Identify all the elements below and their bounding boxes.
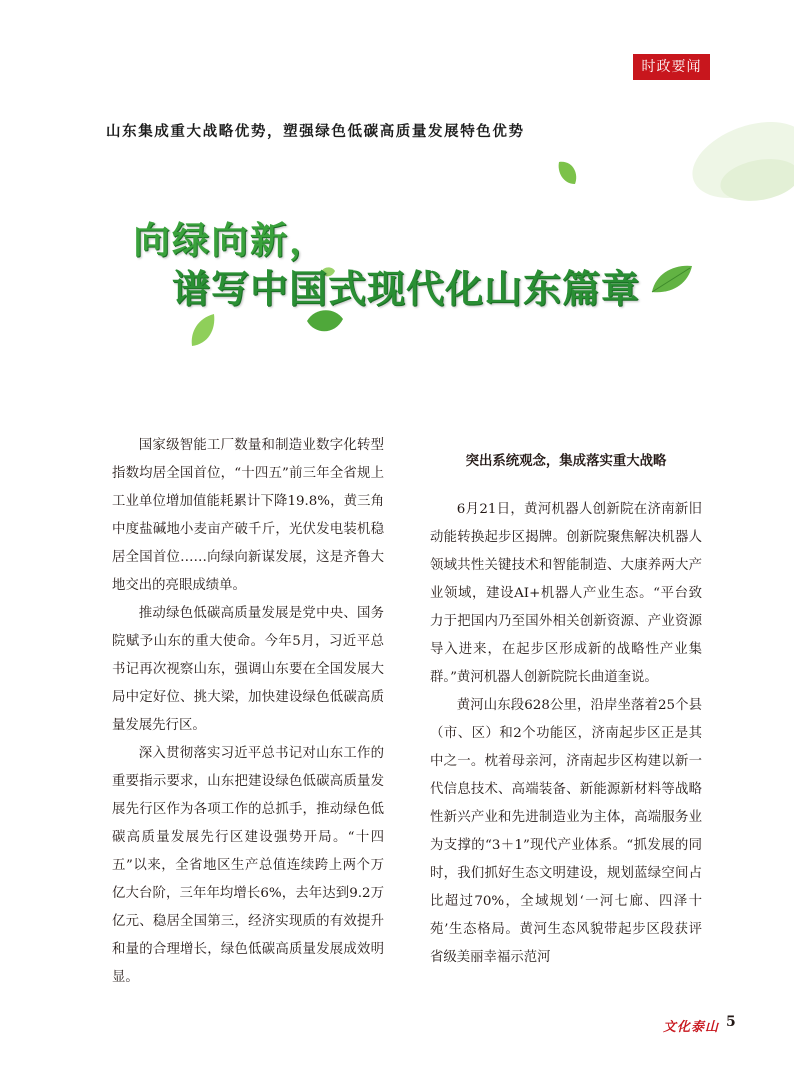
title-line-2: 谱写中国式现代化山东篇章 — [172, 267, 641, 311]
paragraph: 推动绿色低碳高质量发展是党中央、国务院赋予山东的重大使命。今年5月，习近平总书记再次视察山东，强调山东要在全国发展大局中定好位、挑大梁，加快建设绿色低碳高质量发展先行区。 — [112, 606, 384, 733]
page-number: 5 — [726, 1014, 736, 1030]
paragraph: 国家级智能工厂数量和制造业数字化转型指数均居全国首位，“十四五”前三年全省规上工业单位增加值能耗累计下降19.8%，黄三角中度盐碱地小麦亩产破千斤，光伏发电装机稳居全国首位……向绿向新谋发展，这是齐鲁大地交出的亮眼成绩单。 — [112, 438, 384, 593]
section-subheading: 突出系统观念，集成落实重大战略 — [465, 454, 667, 469]
section-tag: 时政要闻 — [633, 54, 710, 80]
leaf-icon — [555, 158, 581, 188]
leaf-icon — [650, 262, 694, 296]
magazine-logo: 文化泰山 — [663, 1020, 720, 1035]
article-deck: 山东集成重大战略优势，塑强绿色低碳高质量发展特色优势 — [106, 123, 525, 140]
left-column — [112, 432, 384, 992]
right-column — [430, 432, 702, 972]
paragraph: 6月21日，黄河机器人创新院在济南新旧动能转换起步区揭牌。创新院聚焦解决机器人领域共性关键技术和智能制造、大康养两大产业领域，建设AI+机器人产业生态。“平台致力于把国内乃至国外相关创新资源、产业资源导入进来，在起步区形成新的战略性产业集群。”黄河机器人创新院院长曲道奎说。 — [430, 502, 702, 685]
title-line-1: 向绿向新， — [133, 219, 328, 262]
leaf-icon — [188, 312, 218, 348]
paragraph: 黄河山东段628公里，沿岸坐落着25个县（市、区）和2个功能区，济南起步区正是其中之一。枕着母亲河，济南起步区构建以新一代信息技术、高端装备、新能源新材料等战略性新兴产业和先进制造业为主体，高端服务业为支撑的“3＋1”现代产业体系。“抓发展的同时，我们抓好生态文明建设，规划蓝绿空间占比超过70%，全域规划‘一河七廊、四泽十苑’生态格局。黄河生态风貌带起步区段获评省级美丽幸福示范河 — [430, 698, 702, 965]
leaf-cluster-icon — [640, 100, 794, 230]
paragraph: 深入贯彻落实习近平总书记对山东工作的重要指示要求，山东把建设绿色低碳高质量发展先行区作为各项工作的总抓手，推动绿色低碳高质量发展先行区建设强势开局。“十四五”以来，全省地区生产总值连续跨上两个万亿大台阶，三年年均增长6%，去年达到9.2万亿元、稳居全国第三，经济实现质的有效提升和量的合理增长，绿色低碳高质量发展成效明显。 — [112, 746, 384, 985]
